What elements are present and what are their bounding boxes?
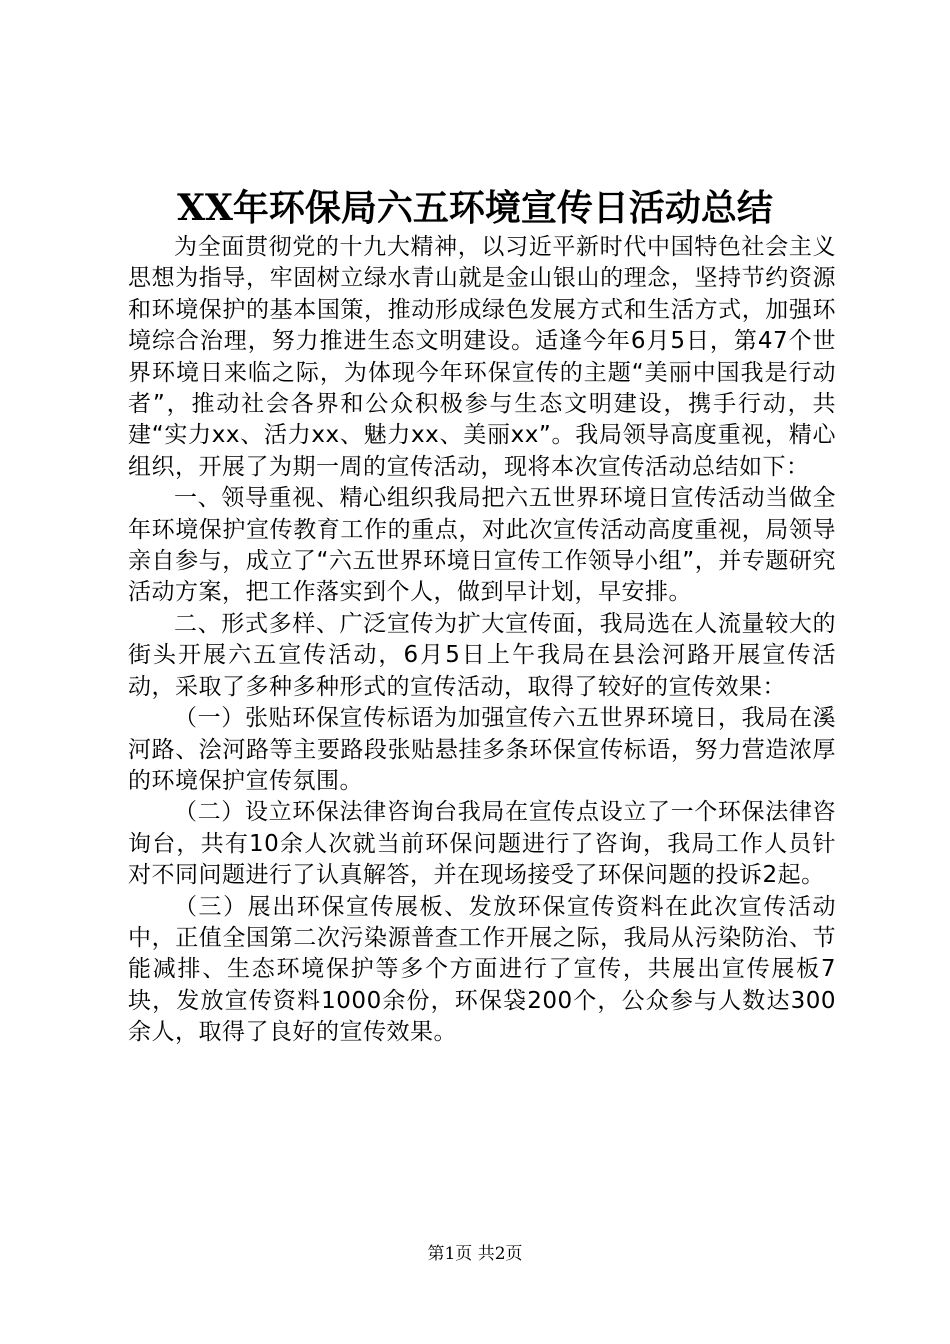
paragraph-section-2: 二、形式多样、广泛宣传为扩大宣传面，我局选在人流量较大的街头开展六五宣传活动，6月5日上午我局在县浍河路开展宣传活动，采取了多种多种形式的宣传活动，取得了较好的宣传效果： bbox=[128, 610, 836, 700]
paragraph-subsection-1: （一）张贴环保宣传标语为加强宣传六五世界环境日，我局在溪河路、浍河路等主要路段张贴悬挂多条环保宣传标语，努力营造浓厚的环境保护宣传氛围。 bbox=[128, 705, 836, 794]
document-body bbox=[128, 232, 836, 1049]
paragraph-intro: 为全面贯彻党的十九大精神，以习近平新时代中国特色社会主义思想为指导，牢固树立绿水青山就是金山银山的理念，坚持节约资源和环境保护的基本国策，推动形成绿色发展方式和生活方式，加强环境综合治理，努力推进生态文明建设。适逢今年6月5日，第47个世界环境日来临之际，为体现今年环保宣传的主题“美丽中国我是行动者”，推动社会各界和公众积极参与生态文明建设，携手行动，共建“实力xx、活力xx、魅力xx、美丽xx”。我局领导高度重视，精心组织，开展了为期一周的宣传活动，现将本次宣传活动总结如下： bbox=[128, 234, 836, 480]
document-title: XX年环保局六五环境宣传日活动总结 bbox=[177, 187, 773, 229]
paragraph-subsection-2: （二）设立环保法律咨询台我局在宣传点设立了一个环保法律咨询台，共有10余人次就当前环保问题进行了咨询，我局工作人员针对不同问题进行了认真解答，并在现场接受了环保问题的投诉2起。 bbox=[128, 799, 836, 889]
page-footer: 第1页 共2页 bbox=[427, 1244, 523, 1264]
paragraph-subsection-3: （三）展出环保宣传展板、发放环保宣传资料在此次宣传活动中，正值全国第二次污染源普查工作开展之际，我局从污染防治、节能减排、生态环境保护等多个方面进行了宣传，共展出宣传展板7块，发放宣传资料1000余份，环保袋200个，公众参与人数达300余人，取得了良好的宣传效果。 bbox=[128, 893, 836, 1046]
paragraph-section-1: 一、领导重视、精心组织我局把六五世界环境日宣传活动当做全年环境保护宣传教育工作的重点，对此次宣传活动高度重视，局领导亲自参与，成立了“六五世界环境日宣传工作领导小组”，并专题研究活动方案，把工作落实到个人，做到早计划，早安排。 bbox=[128, 485, 836, 606]
